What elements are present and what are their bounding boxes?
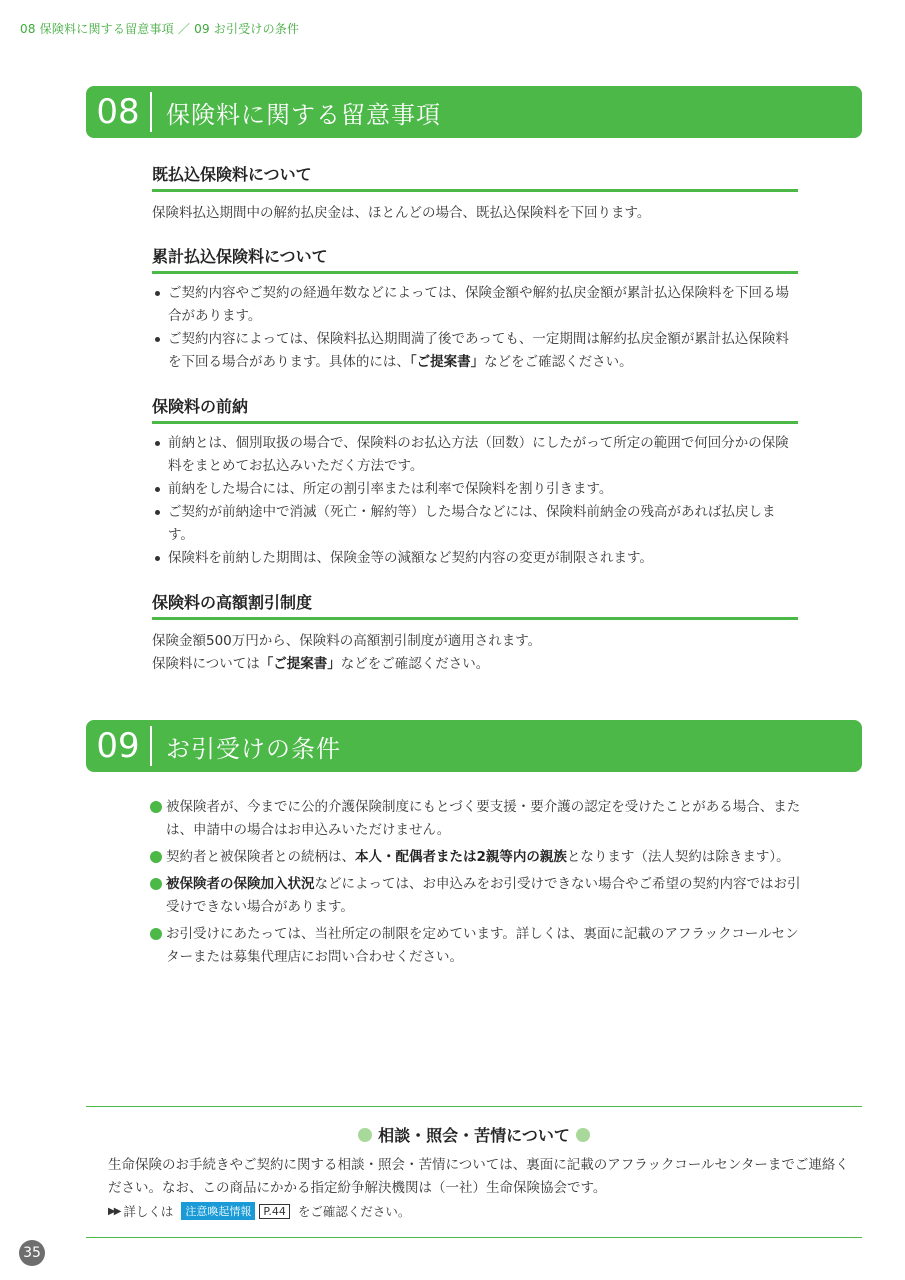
reference-note bbox=[108, 1202, 862, 1220]
text: などをご確認ください。 bbox=[484, 354, 633, 370]
bullet-list bbox=[152, 432, 798, 570]
emphasis-text: 本人・配偶者または2親等内の親族 bbox=[355, 849, 567, 865]
text: をご確認ください。 bbox=[297, 1204, 411, 1219]
text: 契約者と被保険者との続柄は、 bbox=[166, 849, 355, 865]
header-divider bbox=[150, 92, 152, 132]
list-item: 前納をした場合には、所定の割引率または利率で保険料を割り引きます。 bbox=[152, 478, 798, 501]
consultation-text: 生命保険のお手続きやご契約に関する相談・照会・苦情については、裏面に記載のアフラックコールセンターまでご連絡ください。なお、この商品にかかる指定紛争解決機関は（一社）生命保険協会です。 bbox=[108, 1157, 849, 1196]
underwriting-conditions-list bbox=[150, 796, 810, 973]
list-item: 保険料を前納した期間は、保険金等の減額など契約内容の変更が制限されます。 bbox=[152, 547, 798, 570]
consultation-title bbox=[86, 1123, 862, 1146]
text: などをご確認ください。 bbox=[340, 656, 490, 672]
emphasis-text: 「ご提案書」 bbox=[409, 354, 485, 370]
section-title: お引受けの条件 bbox=[166, 734, 341, 763]
consultation-box bbox=[86, 1106, 862, 1238]
double-arrow-icon: ▶▶ bbox=[108, 1205, 120, 1217]
breadcrumb: 08 保険料に関する留意事項 ／ 09 お引受けの条件 bbox=[20, 22, 300, 36]
circle-icon bbox=[576, 1128, 590, 1142]
text: 保険料については bbox=[152, 656, 260, 672]
list-item bbox=[150, 846, 810, 869]
list-item: ご契約が前納途中で消滅（死亡・解約等）した場合などには、保険料前納金の残高があれば払戻します。 bbox=[152, 501, 798, 547]
list-item: 前納とは、個別取扱の場合で、保険料のお払込方法（回数）にしたがって所定の範囲で何回分かの保険料をまとめてお払込みいただく方法です。 bbox=[152, 432, 798, 478]
subsection-high-amount-discount bbox=[152, 590, 798, 676]
subsection-heading: 累計払込保険料について bbox=[152, 244, 798, 274]
subsection-cumulative-premium bbox=[152, 244, 798, 374]
subsection-heading: 既払込保険料について bbox=[152, 162, 798, 192]
header-divider bbox=[150, 726, 152, 766]
section-title: 保険料に関する留意事項 bbox=[166, 100, 441, 129]
subsection-heading: 保険料の前納 bbox=[152, 394, 798, 424]
section-header-09 bbox=[86, 720, 862, 772]
subsection-heading: 保険料の高額割引制度 bbox=[152, 590, 798, 620]
emphasis-text: 「ご提案書」 bbox=[259, 656, 341, 672]
list-item bbox=[152, 328, 798, 374]
emphasis-text: 被保険者の保険加入状況 bbox=[166, 876, 315, 892]
page-reference[interactable]: P.44 bbox=[259, 1204, 289, 1219]
title-text: 相談・照会・苦情について bbox=[378, 1126, 570, 1145]
section-number: 09 bbox=[96, 726, 140, 766]
text-line bbox=[152, 653, 798, 676]
section-number: 08 bbox=[96, 92, 140, 132]
text: ご契約内容によっては、保険料払込期間満了後であっても、一定期間は解約払戻金額が累計払込保険料を下回る場合があります。具体的には、 bbox=[168, 331, 789, 370]
list-item: 被保険者が、今までに公的介護保険制度にもとづく要支援・要介護の認定を受けたことがある場合、または、申請中の場合はお申込みいただけません。 bbox=[150, 796, 810, 842]
paragraph bbox=[152, 630, 798, 676]
text: となります（法人契約は除きます）。 bbox=[566, 849, 790, 865]
circle-icon bbox=[358, 1128, 372, 1142]
reference-badge[interactable]: 注意喚起情報 bbox=[181, 1202, 255, 1220]
list-item bbox=[150, 873, 810, 919]
list-item: お引受けにあたっては、当社所定の制限を定めています。詳しくは、裏面に記載のアフラックコールセンターまたは募集代理店にお問い合わせください。 bbox=[150, 923, 810, 969]
bullet-list bbox=[152, 282, 798, 374]
page-number: 35 bbox=[19, 1240, 45, 1266]
subsection-paid-premium bbox=[152, 162, 798, 225]
paragraph: 保険料払込期間中の解約払戻金は、ほとんどの場合、既払込保険料を下回ります。 bbox=[152, 205, 651, 221]
list-item: ご契約内容やご契約の経過年数などによっては、保険金額や解約払戻金額が累計払込保険料を下回る場合があります。 bbox=[152, 282, 798, 328]
text: などによっては、お申込みをお引受けできない場合やご希望の契約内容ではお引受けできない場合があります。 bbox=[166, 876, 801, 915]
text: 詳しくは bbox=[123, 1204, 174, 1219]
subsection-advance-payment bbox=[152, 394, 798, 570]
section-header-08 bbox=[86, 86, 862, 138]
text-line: 保険金額500万円から、保険料の高額割引制度が適用されます。 bbox=[152, 633, 542, 649]
